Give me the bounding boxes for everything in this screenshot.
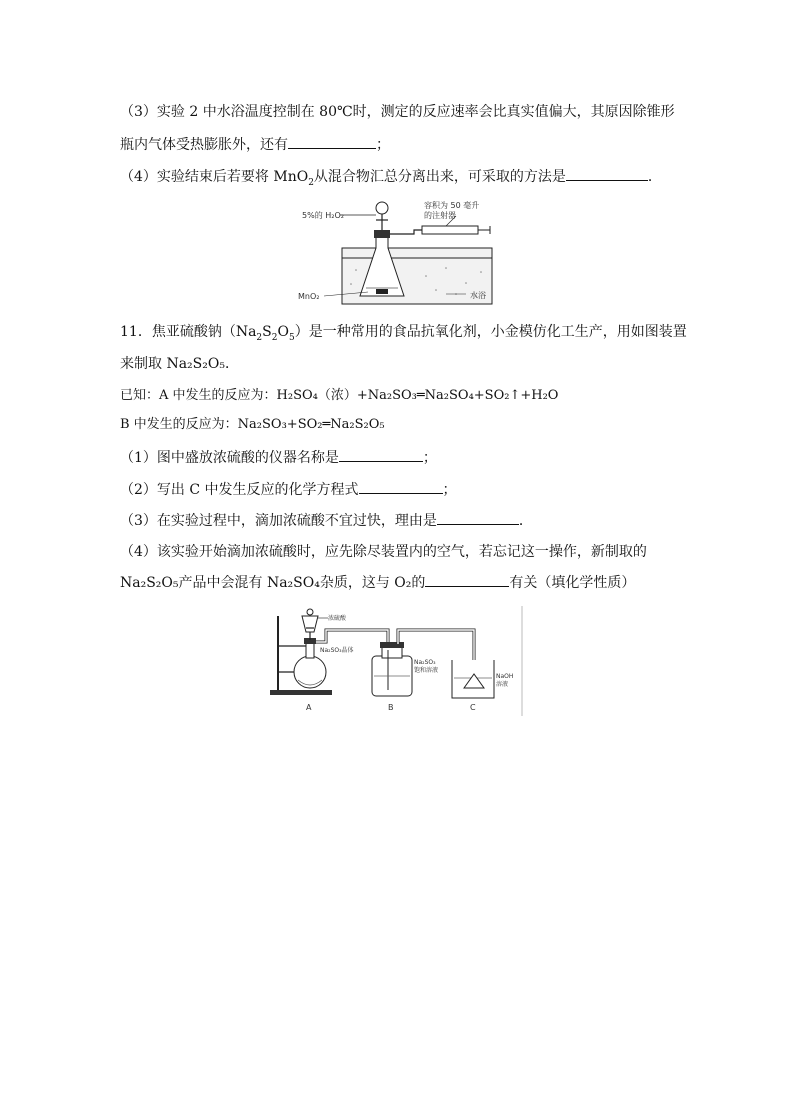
label-naoh-1: NaOH (496, 673, 514, 680)
q11-intro-mid: S (262, 324, 272, 340)
q10-part3-line2 (120, 134, 390, 155)
q11-intro-line1 (120, 322, 687, 342)
label-na2so3-sol-1: Na₂SO₃ (414, 659, 436, 666)
label-c: C (470, 703, 476, 712)
q10-apparatus-figure (296, 198, 496, 308)
q11-part2-end: ； (442, 482, 457, 498)
q11-part4-text: Na₂S₂O₅产品中会混有 Na₂SO₄杂质，这与 O₂的 (120, 575, 426, 591)
q10-part4-line (120, 166, 662, 187)
q10-apparatus-svg (296, 198, 496, 308)
q11-intro-b: ）是一种常用的食品抗氧化剂，小金模仿化工生产，用如图装置 (294, 324, 687, 340)
q11-part4-line1: （4）该实验开始滴加浓硫酸时，应先除尽装置内的空气，若忘记这一操作，新制取的 (120, 544, 647, 560)
label-syringe-2: 的注射器 (424, 211, 456, 220)
q11-intro-sub2: 2 (271, 332, 278, 343)
q11-part1-text: （1）图中盛放浓硫酸的仪器名称是 (120, 450, 339, 466)
label-b: B (388, 703, 394, 712)
q10-part3-end: ； (376, 137, 390, 153)
label-a: A (306, 703, 312, 712)
q10-part3-text: 瓶内气体受热膨胀外，还有 (120, 137, 288, 153)
q11-part2-line (120, 479, 457, 500)
q11-apparatus-svg (268, 606, 524, 716)
label-acid: 浓硫酸 (328, 615, 347, 622)
q11-part1-end: ； (422, 450, 437, 466)
q10-part4-blank (566, 166, 648, 181)
q10-part3-blank (288, 134, 376, 149)
q11-part4-blank (425, 572, 509, 587)
q10-part4-text-a: （4）实验结束后若要将 MnO (120, 169, 309, 185)
q11-part3-text: （3）在实验过程中，滴加浓硫酸不宜过快，理由是 (120, 513, 437, 529)
label-water-bath: 水浴 (470, 291, 486, 300)
q11-part4-end: 有关（填化学性质） (509, 575, 636, 591)
label-naoh-2: 溶液 (496, 681, 509, 688)
q11-part3-line (120, 510, 533, 531)
q10-part4-sub: 2 (308, 177, 314, 188)
q11-intro-a: 11．焦亚硫酸钠（Na (120, 324, 257, 340)
q11-known-a: 已知：A 中发生的反应为：H₂SO₄（浓）+Na₂SO₃═Na₂SO₄+SO₂↑+H₂O (120, 388, 559, 403)
q11-intro-line2: 来制取 Na₂S₂O₅． (120, 356, 239, 372)
label-na2so3-solid: Na₂SO₃晶体 (320, 647, 354, 654)
q11-part1-line (120, 447, 437, 468)
q11-part2-text: （2）写出 C 中发生反应的化学方程式 (120, 482, 359, 498)
q11-known-b: B 中发生的反应为：Na₂SO₃+SO₂═Na₂S₂O₅ (120, 417, 385, 432)
label-na2so3-sol-2: 饱和溶液 (414, 667, 439, 674)
q10-part3-line1: （3）实验 2 中水浴温度控制在 80℃时，测定的反应速率会比真实值偏大，其原因除锥形 (120, 104, 675, 120)
q11-intro-sub1: 2 (256, 332, 263, 343)
q11-part1-blank (339, 447, 423, 462)
q10-part4-end: ． (647, 169, 662, 185)
q11-part4-line2 (120, 572, 635, 593)
q11-intro-mid2: O (277, 324, 289, 340)
label-syringe-1: 容积为 50 毫升 (424, 201, 480, 210)
q10-part4-text-b: 从混合物汇总分离出来，可采取的方法是 (313, 169, 566, 185)
label-h2o2: 5%的 H₂O₂ (302, 211, 344, 220)
q11-part2-blank (359, 479, 443, 494)
label-mno2: MnO₂ (298, 292, 320, 301)
q11-part3-end: ． (518, 513, 533, 529)
q11-intro-sub3: 5 (288, 332, 295, 343)
q11-apparatus-figure (268, 606, 524, 716)
q11-part3-blank (437, 510, 519, 525)
